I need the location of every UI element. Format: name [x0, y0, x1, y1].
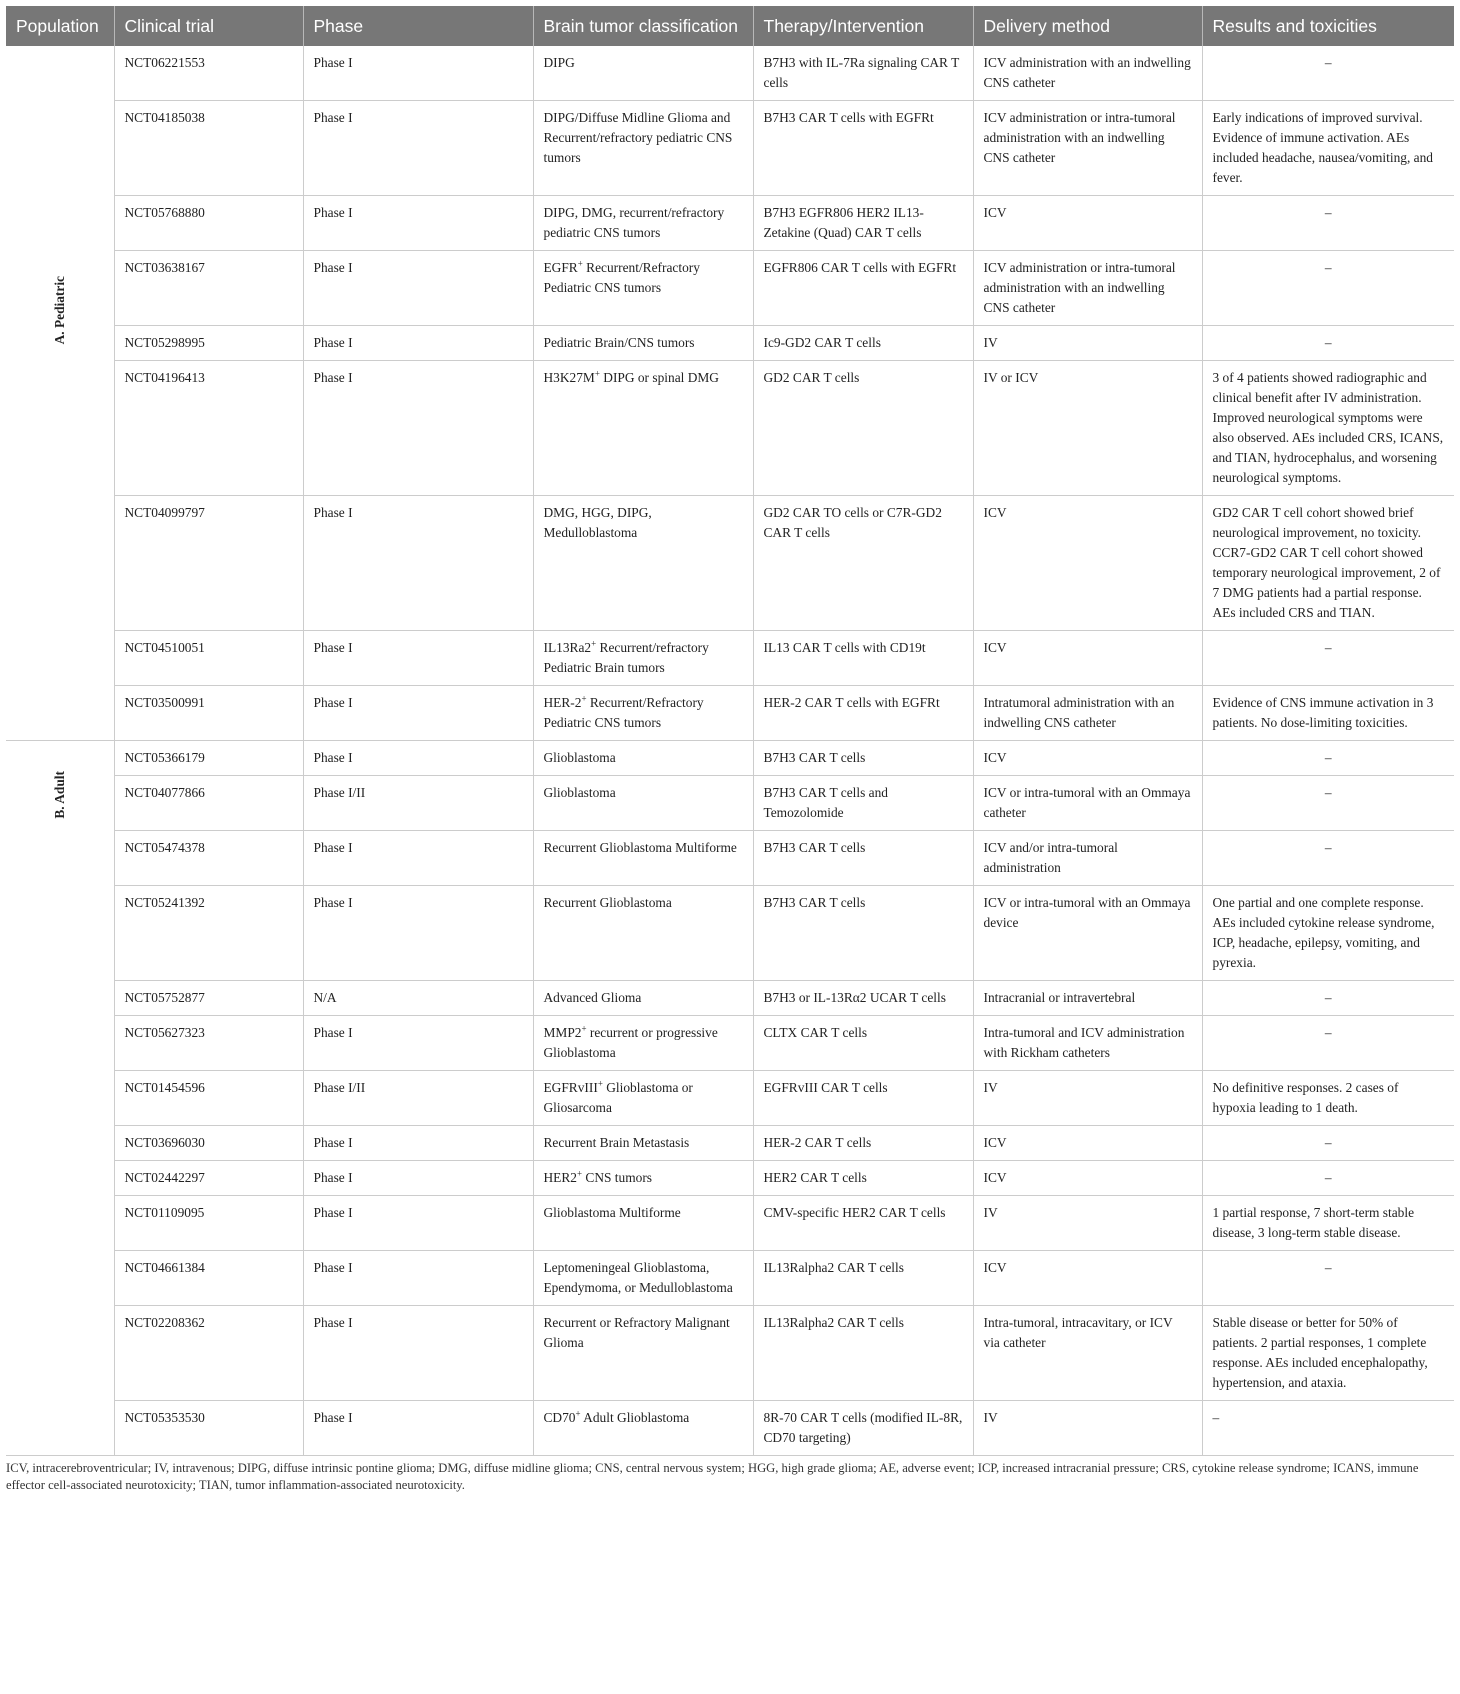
- tumor-marker: EGFR: [543, 260, 578, 275]
- therapy-cell: B7H3 with IL-7Ra signaling CAR T cells: [753, 46, 973, 101]
- tumor-marker: IL13Ra2: [543, 640, 592, 655]
- phase-cell: Phase I: [303, 1016, 533, 1071]
- clinical-trial-cell: NCT02442297: [114, 1161, 303, 1196]
- therapy-cell: EGFRvIII CAR T cells: [753, 1071, 973, 1126]
- clinical-trial-cell: NCT05366179: [114, 741, 303, 776]
- phase-cell: Phase I/II: [303, 1071, 533, 1126]
- tumor-marker: H3K27M: [543, 370, 595, 385]
- therapy-cell: B7H3 CAR T cells and Temozolomide: [753, 776, 973, 831]
- table-row: [6, 776, 1454, 831]
- clinical-trial-cell: NCT04510051: [114, 631, 303, 686]
- tumor-marker-sup: +: [594, 368, 600, 379]
- table-row: [6, 1251, 1454, 1306]
- delivery-cell: ICV: [973, 741, 1202, 776]
- tumor-marker: EGFRvIII: [543, 1080, 598, 1095]
- table-row: [6, 831, 1454, 886]
- table-row: [6, 981, 1454, 1016]
- clinical-trial-cell: NCT05474378: [114, 831, 303, 886]
- results-cell: GD2 CAR T cell cohort showed brief neurological improvement, no toxicity. CCR7-GD2 CAR T cell cohort showed temporary neurological improvement, 2 of 7 DMG patients had a partial response. AEs included CRS and TIAN.: [1202, 496, 1454, 631]
- table-row: [6, 1161, 1454, 1196]
- population-label: B. Adult: [51, 771, 67, 819]
- table-row: [6, 196, 1454, 251]
- tumor-cell: Glioblastoma: [533, 776, 753, 831]
- clinical-trial-cell: NCT02208362: [114, 1306, 303, 1401]
- tumor-cell: DIPG: [533, 46, 753, 101]
- clinical-trial-cell: NCT03696030: [114, 1126, 303, 1161]
- clinical-trial-cell: NCT05241392: [114, 886, 303, 981]
- tumor-marker-sup: +: [597, 1078, 603, 1089]
- table-row: [6, 326, 1454, 361]
- table-row: [6, 886, 1454, 981]
- clinical-trial-cell: NCT04661384: [114, 1251, 303, 1306]
- phase-cell: Phase I: [303, 1306, 533, 1401]
- results-cell: 1 partial response, 7 short-term stable disease, 3 long-term stable disease.: [1202, 1196, 1454, 1251]
- tumor-cell: Recurrent Glioblastoma Multiforme: [533, 831, 753, 886]
- results-cell: –: [1202, 1016, 1454, 1071]
- tumor-marker: HER2: [543, 1170, 577, 1185]
- results-cell: –: [1202, 741, 1454, 776]
- header-tumor-classification: Brain tumor classification: [533, 6, 753, 46]
- results-cell: –: [1202, 1251, 1454, 1306]
- therapy-cell: Ic9-GD2 CAR T cells: [753, 326, 973, 361]
- clinical-trial-cell: NCT03638167: [114, 251, 303, 326]
- therapy-cell: CMV-specific HER2 CAR T cells: [753, 1196, 973, 1251]
- phase-cell: Phase I: [303, 1401, 533, 1456]
- delivery-cell: IV: [973, 1401, 1202, 1456]
- therapy-cell: HER2 CAR T cells: [753, 1161, 973, 1196]
- therapy-cell: IL13Ralpha2 CAR T cells: [753, 1306, 973, 1401]
- results-cell: –: [1202, 1126, 1454, 1161]
- delivery-cell: IV: [973, 1071, 1202, 1126]
- delivery-cell: IV: [973, 326, 1202, 361]
- tumor-cell: Recurrent or Refractory Malignant Glioma: [533, 1306, 753, 1401]
- header-phase: Phase: [303, 6, 533, 46]
- clinical-trial-cell: NCT05768880: [114, 196, 303, 251]
- table-row: [6, 361, 1454, 496]
- results-cell: –: [1202, 251, 1454, 326]
- table-row: [6, 1196, 1454, 1251]
- results-cell: 3 of 4 patients showed radiographic and clinical benefit after IV administration. Improved neurological symptoms were also observed. AEs included CRS, ICANS, and TIAN, hydrocephalus, and worsening neurological symptoms.: [1202, 361, 1454, 496]
- tumor-cell: [533, 1071, 753, 1126]
- table-row: [6, 631, 1454, 686]
- delivery-cell: Intracranial or intravertebral: [973, 981, 1202, 1016]
- results-cell: –: [1202, 1161, 1454, 1196]
- tumor-cell: [533, 251, 753, 326]
- tumor-text: Adult Glioblastoma: [580, 1410, 690, 1425]
- results-cell: Stable disease or better for 50% of patients. 2 partial responses, 1 complete response. AEs included encephalopathy, hypertension, and ataxia.: [1202, 1306, 1454, 1401]
- phase-cell: Phase I: [303, 196, 533, 251]
- tumor-cell: [533, 631, 753, 686]
- phase-cell: Phase I: [303, 831, 533, 886]
- table-row: [6, 46, 1454, 101]
- delivery-cell: ICV administration with an indwelling CNS catheter: [973, 46, 1202, 101]
- therapy-cell: B7H3 CAR T cells with EGFRt: [753, 101, 973, 196]
- delivery-cell: IV: [973, 1196, 1202, 1251]
- results-cell: –: [1202, 981, 1454, 1016]
- tumor-text: Glioblastoma or Gliosarcoma: [543, 1080, 693, 1115]
- clinical-trial-cell: NCT01454596: [114, 1071, 303, 1126]
- table-footnote: ICV, intracerebroventricular; IV, intravenous; DIPG, diffuse intrinsic pontine glioma; DMG, diffuse midline glioma; CNS, central nervous system; HGG, high grade glioma; AE, adverse event; ICP, increased intracranial pressure; CRS, cytokine release syndrome; ICANS, immune effector cell-associated neurotoxicity; TIAN, tumor inflammation-associated neurotoxicity.: [6, 1461, 1419, 1492]
- clinical-trial-cell: NCT05752877: [114, 981, 303, 1016]
- tumor-marker-sup: +: [581, 1023, 587, 1034]
- tumor-cell: Advanced Glioma: [533, 981, 753, 1016]
- phase-cell: Phase I: [303, 101, 533, 196]
- delivery-cell: ICV administration or intra-tumoral administration with an indwelling CNS catheter: [973, 101, 1202, 196]
- delivery-cell: ICV: [973, 196, 1202, 251]
- header-row: [6, 6, 1454, 46]
- tumor-marker: HER-2: [543, 695, 582, 710]
- delivery-cell: ICV: [973, 1126, 1202, 1161]
- phase-cell: Phase I: [303, 886, 533, 981]
- table-row: [6, 101, 1454, 196]
- table-row: [6, 741, 1454, 776]
- header-therapy: Therapy/Intervention: [753, 6, 973, 46]
- therapy-cell: EGFR806 CAR T cells with EGFRt: [753, 251, 973, 326]
- therapy-cell: B7H3 or IL-13Rα2 UCAR T cells: [753, 981, 973, 1016]
- results-cell: No definitive responses. 2 cases of hypoxia leading to 1 death.: [1202, 1071, 1454, 1126]
- tumor-cell: Recurrent Glioblastoma: [533, 886, 753, 981]
- clinical-trial-cell: NCT04185038: [114, 101, 303, 196]
- tumor-cell: [533, 1161, 753, 1196]
- results-cell: Early indications of improved survival. Evidence of immune activation. AEs included headache, nausea/vomiting, and fever.: [1202, 101, 1454, 196]
- table-container: [6, 6, 1454, 1494]
- table-row: [6, 1126, 1454, 1161]
- delivery-cell: ICV: [973, 496, 1202, 631]
- tumor-marker-sup: +: [575, 1408, 581, 1419]
- tumor-marker-sup: +: [576, 1168, 583, 1179]
- clinical-trials-table: [6, 6, 1454, 1456]
- phase-cell: Phase I: [303, 631, 533, 686]
- phase-cell: Phase I: [303, 361, 533, 496]
- tumor-marker: CD70: [543, 1410, 576, 1425]
- clinical-trial-cell: NCT04077866: [114, 776, 303, 831]
- therapy-cell: GD2 CAR T cells: [753, 361, 973, 496]
- phase-cell: Phase I: [303, 1161, 533, 1196]
- clinical-trial-cell: NCT01109095: [114, 1196, 303, 1251]
- tumor-text: recurrent or progressive Glioblastoma: [543, 1025, 718, 1060]
- delivery-cell: Intra-tumoral and ICV administration with Rickham catheters: [973, 1016, 1202, 1071]
- therapy-cell: HER-2 CAR T cells with EGFRt: [753, 686, 973, 741]
- phase-cell: Phase I: [303, 686, 533, 741]
- delivery-cell: ICV: [973, 1251, 1202, 1306]
- table-row: [6, 686, 1454, 741]
- results-cell: –: [1202, 776, 1454, 831]
- delivery-cell: ICV or intra-tumoral with an Ommaya catheter: [973, 776, 1202, 831]
- results-cell: –: [1202, 631, 1454, 686]
- therapy-cell: HER-2 CAR T cells: [753, 1126, 973, 1161]
- table-row: [6, 1071, 1454, 1126]
- delivery-cell: ICV or intra-tumoral with an Ommaya device: [973, 886, 1202, 981]
- tumor-cell: Glioblastoma Multiforme: [533, 1196, 753, 1251]
- therapy-cell: IL13Ralpha2 CAR T cells: [753, 1251, 973, 1306]
- clinical-trial-cell: NCT04196413: [114, 361, 303, 496]
- tumor-cell: Pediatric Brain/CNS tumors: [533, 326, 753, 361]
- therapy-cell: IL13 CAR T cells with CD19t: [753, 631, 973, 686]
- tumor-cell: Leptomeningeal Glioblastoma, Ependymoma, or Medulloblastoma: [533, 1251, 753, 1306]
- therapy-cell: B7H3 CAR T cells: [753, 741, 973, 776]
- therapy-cell: 8R-70 CAR T cells (modified IL-8R, CD70 targeting): [753, 1401, 973, 1456]
- phase-cell: Phase I: [303, 496, 533, 631]
- table-row: [6, 1016, 1454, 1071]
- table-body: [6, 46, 1454, 1456]
- delivery-cell: Intratumoral administration with an indwelling CNS catheter: [973, 686, 1202, 741]
- tumor-cell: [533, 361, 753, 496]
- delivery-cell: ICV: [973, 1161, 1202, 1196]
- header-population: Population: [6, 6, 114, 46]
- tumor-text: Recurrent/refractory Pediatric Brain tumors: [543, 640, 709, 675]
- table-row: [6, 496, 1454, 631]
- delivery-cell: IV or ICV: [973, 361, 1202, 496]
- results-cell: –: [1202, 196, 1454, 251]
- population-pediatric: [6, 46, 114, 741]
- phase-cell: N/A: [303, 981, 533, 1016]
- clinical-trial-cell: NCT05627323: [114, 1016, 303, 1071]
- tumor-marker-sup: +: [577, 258, 583, 269]
- tumor-cell: Glioblastoma: [533, 741, 753, 776]
- clinical-trial-cell: NCT04099797: [114, 496, 303, 631]
- therapy-cell: B7H3 CAR T cells: [753, 886, 973, 981]
- tumor-text: Recurrent/Refractory Pediatric CNS tumors: [543, 695, 704, 730]
- tumor-text: Recurrent/Refractory Pediatric CNS tumors: [543, 260, 700, 295]
- therapy-cell: B7H3 CAR T cells: [753, 831, 973, 886]
- delivery-cell: ICV: [973, 631, 1202, 686]
- delivery-cell: Intra-tumoral, intracavitary, or ICV via catheter: [973, 1306, 1202, 1401]
- tumor-marker-sup: +: [591, 638, 597, 649]
- table-row: [6, 251, 1454, 326]
- table-row: [6, 1401, 1454, 1456]
- tumor-cell: [533, 1401, 753, 1456]
- phase-cell: Phase I: [303, 1126, 533, 1161]
- tumor-cell: DMG, HGG, DIPG, Medulloblastoma: [533, 496, 753, 631]
- tumor-cell: [533, 686, 753, 741]
- tumor-cell: DIPG/Diffuse Midline Glioma and Recurrent/refractory pediatric CNS tumors: [533, 101, 753, 196]
- phase-cell: Phase I/II: [303, 776, 533, 831]
- population-label: A. Pediatric: [51, 275, 67, 345]
- phase-cell: Phase I: [303, 1196, 533, 1251]
- clinical-trial-cell: NCT06221553: [114, 46, 303, 101]
- phase-cell: Phase I: [303, 1251, 533, 1306]
- phase-cell: Phase I: [303, 741, 533, 776]
- results-cell: –: [1202, 831, 1454, 886]
- header-clinical-trial: Clinical trial: [114, 6, 303, 46]
- tumor-cell: DIPG, DMG, recurrent/refractory pediatric CNS tumors: [533, 196, 753, 251]
- delivery-cell: ICV administration or intra-tumoral administration with an indwelling CNS catheter: [973, 251, 1202, 326]
- phase-cell: Phase I: [303, 251, 533, 326]
- tumor-marker-sup: +: [581, 693, 587, 704]
- delivery-cell: ICV and/or intra-tumoral administration: [973, 831, 1202, 886]
- header-results: Results and toxicities: [1202, 6, 1454, 46]
- tumor-text: DIPG or spinal DMG: [599, 370, 719, 385]
- results-cell: One partial and one complete response. AEs included cytokine release syndrome, ICP, headache, epilepsy, vomiting, and pyrexia.: [1202, 886, 1454, 981]
- tumor-cell: Recurrent Brain Metastasis: [533, 1126, 753, 1161]
- tumor-cell: [533, 1016, 753, 1071]
- results-cell: –: [1202, 46, 1454, 101]
- tumor-text: CNS tumors: [582, 1170, 653, 1185]
- table-row: [6, 1306, 1454, 1401]
- tumor-marker: MMP2: [543, 1025, 582, 1040]
- clinical-trial-cell: NCT05298995: [114, 326, 303, 361]
- results-cell: –: [1202, 326, 1454, 361]
- results-cell: –: [1202, 1401, 1454, 1456]
- phase-cell: Phase I: [303, 326, 533, 361]
- population-adult: [6, 741, 114, 1456]
- clinical-trial-cell: NCT03500991: [114, 686, 303, 741]
- clinical-trial-cell: NCT05353530: [114, 1401, 303, 1456]
- header-delivery: Delivery method: [973, 6, 1202, 46]
- phase-cell: Phase I: [303, 46, 533, 101]
- therapy-cell: CLTX CAR T cells: [753, 1016, 973, 1071]
- therapy-cell: GD2 CAR TO cells or C7R-GD2 CAR T cells: [753, 496, 973, 631]
- therapy-cell: B7H3 EGFR806 HER2 IL13-Zetakine (Quad) CAR T cells: [753, 196, 973, 251]
- results-cell: Evidence of CNS immune activation in 3 patients. No dose-limiting toxicities.: [1202, 686, 1454, 741]
